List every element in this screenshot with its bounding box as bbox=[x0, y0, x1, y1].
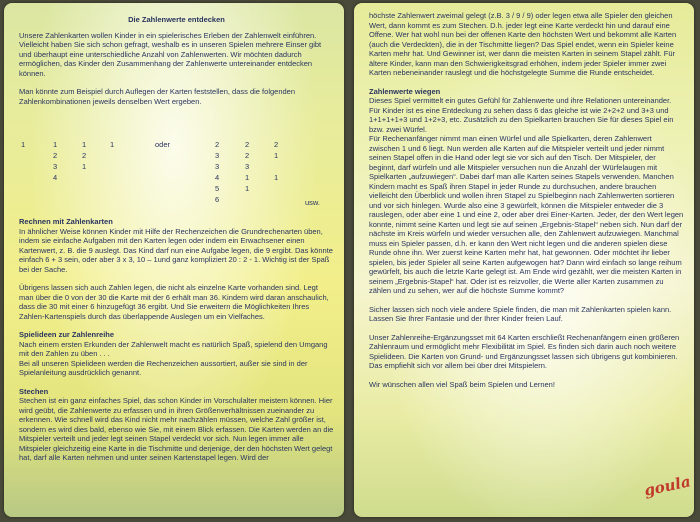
number-combinations bbox=[21, 140, 341, 206]
number-cell: 2 bbox=[215, 140, 220, 149]
number-cell: 4 bbox=[53, 173, 58, 182]
right-text bbox=[369, 11, 684, 389]
number-cell: 2 bbox=[245, 140, 250, 149]
ergaenzung-paragraph: Unser Zahlenreihe-Ergänzungsset mit 64 Karten erschließt Rechenanfängern einen größeren Zahlenraum und ermöglicht mehr Flexibilität im Spiel. Es finden sich darin auch noch weitere Spielideen. Die Karten von Grund- und Ergänzungsset lassen sich übrigens gut kombinieren. Das empfiehlt sich vor allem bei über drei Mitspielern. bbox=[369, 332, 680, 370]
stechen-paragraph: Stechen ist ein ganz einfaches Spiel, das schon Kinder im Vorschulalter meistern können. Hier wird geübt, die Zahlenwerte zu erfassen und in ihren Größenverhältnissen zueinander zu erkennen. Wie schnell wird das Kind nicht mehr nachzählen müssen, welche Zahl größer ist, sondern es wird dies bald, ebenso wie Sie, mit einem Blick erfassen. Die Karten werden an die Mitspieler verteilt und jeder legt seinen Stapel verdeckt vor sich. Nun legen immer alle Mitspieler gleichzeitig eine Karte in die Tischmitte und derjenige, der den höchsten Wert gelegt hat, darf alle Karten nehmen und unter seinen Kartenstapel legen. Wird der bbox=[19, 396, 334, 462]
section-heading-stechen: Stechen bbox=[19, 386, 49, 396]
section-heading-spielideen: Spielideen zur Zahlenreihe bbox=[19, 330, 115, 339]
number-cell: 2 bbox=[82, 151, 87, 160]
uebrigens-paragraph: Übrigens lassen sich auch Zahlen legen, die nicht als einzelne Karte vorhanden sind. Legt man über die 0 von der 30 die Karte mit der 6 erhält man 36. Kindern wird daran anschaulich, dass die 30 mit einer 6 hinzugefügt 36 ergibt. Und Sie erweitern die Möglichkeiten Ihres Zahlen-Kartenspiels durch das überlappende Auslegen um ein Vielfaches. bbox=[19, 283, 329, 321]
signature: goula bbox=[642, 472, 693, 500]
number-cell: 2 bbox=[53, 151, 58, 160]
number-cell: 3 bbox=[215, 151, 220, 160]
number-cell: 5 bbox=[215, 184, 220, 193]
number-cell: 1 bbox=[21, 140, 26, 149]
spielideen-paragraph: Nach einem ersten Erkunden der Zahlenwelt macht es natürlich Spaß, spielend den Umgang mit den Zahlen zu üben . . . Bei all unseren Spielideen werden die Rechenzeichen aussortiert, außer sie sind in der Spielanleitung ausdrücklich genannt. bbox=[19, 339, 328, 377]
number-cell: 1 bbox=[82, 162, 87, 171]
rechnen-paragraph: In ähnlicher Weise können Kinder mit Hilfe der Rechenzeichen die Grundrechenarten üben, indem sie einfache Aufgaben mit den Karten legen oder indem ein Erwachsener einen Kartenwert, z. B. die 9 auslegt. Das Kind darf nun eine Aufgabe legen, die 9 ergibt. Das könnte einfach 6 + 3 sein, oder aber 3 x 3, 10 – 1und ganz kompliziert 20 : 2 - 1. Wichtig ist der Spaß bei der Sache. bbox=[19, 226, 333, 274]
number-cell: 2 bbox=[274, 140, 279, 149]
number-cell: 1 bbox=[82, 140, 87, 149]
number-cell: 1 bbox=[245, 173, 250, 182]
number-cell: 1 bbox=[245, 184, 250, 193]
left-text-top bbox=[19, 15, 334, 106]
sicher-paragraph: Sicher lassen sich noch viele andere Spiele finden, die man mit Zahlenkarten spielen kann. Lassen Sie Ihrer Fantasie und der Ihrer Kinder freien Lauf. bbox=[369, 304, 672, 323]
number-cell: 3 bbox=[215, 162, 220, 171]
section-heading-rechnen: Rechnen mit Zahlenkarten bbox=[19, 217, 113, 226]
number-cell: 2 bbox=[245, 151, 250, 160]
example-intro-paragraph: Man könnte zum Beispiel durch Auflegen der Karten feststellen, dass die folgenden Zahlenkombinationen jeweils denselben Wert ergeben. bbox=[19, 87, 296, 106]
wiegen-paragraph-1: Dieses Spiel vermittelt ein gutes Gefühl für Zahlenwerte und ihre Relationen untereinander. Für Kinder ist es eine Entdeckung zu sehen dass 6 das gleiche ist wie 2+2+2 und 3+3 und 1+1+1+1+3 und 1+2+3, etc. Zusätzlich zu den Spielkarten brauchen Sie für dieses Spiel ein bzw. zwei Würfel. bbox=[369, 96, 674, 134]
right-page bbox=[354, 3, 694, 517]
number-cell: 1 bbox=[274, 151, 279, 160]
oder-label: oder bbox=[155, 140, 171, 149]
number-cell: 1 bbox=[274, 173, 279, 182]
number-cell: 3 bbox=[53, 162, 58, 171]
wiegen-paragraph-2: Für Rechenanfänger nimmt man einen Würfel und alle Spielkarten, deren Zahlenwert zwischen 1 und 6 liegt. Nun werden alle Karten auf die Mitspieler verteilt und jeder nimmt seinen Stapel offen in die Hand oder legt sie vor sich auf den Tisch. Der Mitspieler, der beginnt, darf würfeln und alle Mitspieler versuchen nun die Anzahl der Würfelaugen mit Spielkarten „aufzuwiegen“. Dabei darf man alle Karten seines Stapels verwenden. Manchen Kindern macht es Spaß ihren Stapel in jeder Runde zu durchsuchen, andere brauchen vielleicht den Überblick und wollen ihren Stapel zu Spielbeginn nach Zahlenwerten sortieren und vor sich hinlegen. Wurde also eine 3 gewürfelt, können die Mitspieler entweder die 3 rauslegen, oder aber eine 1 und eine 2, oder aber drei Einer-Karten. Jeder, der den Wert legen konnte, nimmt seine Karten und legt sie auf seinen „Ergebnis-Stapel“ neben sich. Nun darf der nächste im Kreis würfeln und wieder versuchen alle, den Zahlenwert aufzuwiegen. Manchmal muss ein Spieler passen, d.h. er kann den Wert nicht legen und die anderen spielen diese Runde ohne ihn. Wer zuerst keine Karten mehr hat, hat gewonnen. Oder möchtet ihr lieber spielen, bis jeder Spieler all seine Karten aufgewogen hat? Dann wird einfach so lange reihum gewürfelt, bis auch die letzte Karte gelegt ist. Am Ende wird gezählt, wer die meisten Karten in seinem „Ergebnis-Stapel“ hat. Oder ist es reizvoller, die Werte aller Karten zusammen zu zählen und zu sehen, wer auf die höchste Summe kommt? bbox=[369, 134, 684, 295]
number-cell: 1 bbox=[53, 140, 58, 149]
number-cell: 6 bbox=[215, 195, 220, 204]
intro-paragraph: Unsere Zahlenkarten wollen Kinder in ein spielerisches Erleben der Zahlenwelt einführen. Vielleicht haben Sie sich schon gefragt, weshalb es in unseren Spielen mehrere Einser gibt und überhaupt eine unterschiedliche Anzahl von Zahlenwerten. Wir möchten dadurch ermöglichen, das Kinder den Zusammenhang der Zahlenwerte untereinander entdecken können. bbox=[19, 30, 322, 78]
usw-label: usw. bbox=[305, 198, 321, 207]
stechen-continued-paragraph: höchste Zahlenwert zweimal gelegt (z.B. 3 / 9 / 9) oder legen etwa alle Spieler den gleichen Wert, dann kommt es zum Stechen. D.h. jeder legt eine Karte verdeckt hin und darauf eine Offene. Wer hat wohl nun bei der offenen Karte den höchsten Wert und bekommt alle Karten (auch die Verdeckten), die in der Tischmitte liegen? Das Spiel endet, wenn ein Spieler keine Karten mehr hat. Und Gewinner ist, wer dann die meisten Karten in seinem Stapel zählt. Für ältere Kinder, kann man den Schwierigkeitsgrad erhöhen, indem jeder Spieler immer zwei Karten nebeneinander rauslegt und die höchstgelegte Summe die Runde entscheidet. bbox=[369, 11, 677, 77]
left-text-bottom bbox=[19, 217, 334, 463]
number-cell: 3 bbox=[245, 162, 250, 171]
left-page bbox=[4, 3, 344, 517]
wunsch-paragraph: Wir wünschen allen viel Spaß beim Spielen und Lernen! bbox=[369, 379, 555, 389]
number-cell: 4 bbox=[215, 173, 220, 182]
page-title: Die Zahlenwerte entdecken bbox=[128, 15, 225, 24]
section-heading-wiegen: Zahlenwerte wiegen bbox=[369, 86, 441, 96]
number-cell: 1 bbox=[110, 140, 115, 149]
